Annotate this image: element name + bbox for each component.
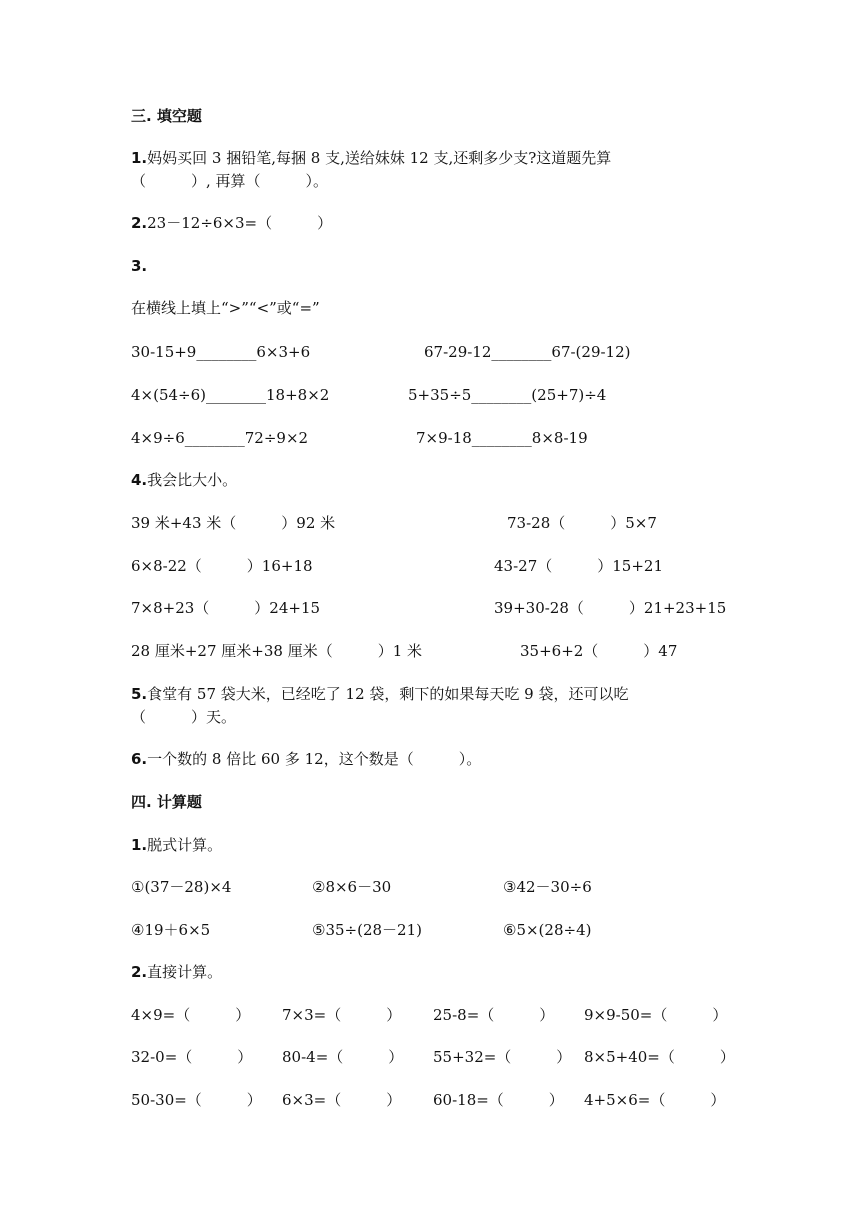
calc-question-1-title bbox=[131, 836, 222, 854]
mental-calc-item: 25-8=（ ） bbox=[433, 1006, 555, 1024]
question-2 bbox=[131, 214, 332, 232]
question-number: 2. bbox=[131, 214, 148, 232]
question-number: 6. bbox=[131, 750, 148, 768]
question-3-instruction: 在横线上填上“>”“<”或“=” bbox=[131, 299, 320, 317]
compare-item: 39 米+43 米（ ）92 米 bbox=[131, 514, 336, 532]
mental-calc-item: 4×9=（ ） bbox=[131, 1006, 251, 1024]
question-3-number: 3. bbox=[131, 257, 148, 275]
mental-calc-item: 9×9-50=（ ） bbox=[584, 1006, 728, 1024]
question-text: 一个数的 8 倍比 60 多 12，这个数是（ ）。 bbox=[147, 750, 482, 768]
calc-item: ①(37－28)×4 bbox=[131, 878, 232, 896]
question-5-line-2: （ ）天。 bbox=[131, 708, 237, 726]
compare-row: 4×(54÷6)________18+8×2 bbox=[131, 386, 330, 404]
question-number: 4. bbox=[131, 471, 148, 489]
mental-calc-item: 4+5×6=（ ） bbox=[584, 1091, 726, 1109]
question-5-line-1 bbox=[131, 685, 628, 703]
calc-item: ⑤35÷(28－21) bbox=[312, 921, 422, 939]
question-text: 我会比大小。 bbox=[147, 471, 238, 489]
calc-item: ③42－30÷6 bbox=[503, 878, 592, 896]
compare-row: 30-15+9________6×3+6 bbox=[131, 343, 311, 361]
compare-row: 7×9-18________8×8-19 bbox=[416, 429, 588, 447]
question-text: 妈妈买回 3 捆铅笔,每捆 8 支,送给妹妹 12 支,还剩多少支?这道题先算 bbox=[147, 149, 612, 167]
mental-calc-item: 7×3=（ ） bbox=[282, 1006, 402, 1024]
compare-row: 67-29-12________67-(29-12) bbox=[424, 343, 631, 361]
mental-calc-item: 6×3=（ ） bbox=[282, 1091, 402, 1109]
compare-item: 28 厘米+27 厘米+38 厘米（ ）1 米 bbox=[131, 642, 423, 660]
calc-question-2-title bbox=[131, 963, 222, 981]
question-text: 食堂有 57 袋大米，已经吃了 12 袋，剩下的如果每天吃 9 袋，还可以吃 bbox=[147, 685, 629, 703]
question-text: 脱式计算。 bbox=[147, 836, 223, 854]
calc-item: ④19＋6×5 bbox=[131, 921, 211, 939]
question-number: 5. bbox=[131, 685, 148, 703]
section-title-fill-blanks: 三. 填空题 bbox=[131, 107, 202, 125]
compare-item: 7×8+23（ ）24+15 bbox=[131, 599, 321, 617]
compare-item: 43-27（ ）15+21 bbox=[494, 557, 663, 575]
question-4-title bbox=[131, 471, 237, 489]
section-title-calculation: 四. 计算题 bbox=[131, 793, 202, 811]
question-1-line-1 bbox=[131, 149, 611, 167]
question-text: 直接计算。 bbox=[147, 963, 223, 981]
question-1-line-2: （ ）, 再算（ ）。 bbox=[131, 172, 329, 190]
compare-item: 35+6+2（ ）47 bbox=[520, 642, 678, 660]
question-number: 2. bbox=[131, 963, 148, 981]
mental-calc-item: 55+32=（ ） bbox=[433, 1048, 572, 1066]
question-number: 1. bbox=[131, 149, 148, 167]
mental-calc-item: 32-0=（ ） bbox=[131, 1048, 253, 1066]
mental-calc-item: 80-4=（ ） bbox=[282, 1048, 404, 1066]
mental-calc-item: 50-30=（ ） bbox=[131, 1091, 262, 1109]
question-6 bbox=[131, 750, 481, 768]
mental-calc-item: 8×5+40=（ ） bbox=[584, 1048, 735, 1066]
calc-item: ⑥5×(28÷4) bbox=[503, 921, 592, 939]
compare-item: 73-28（ ）5×7 bbox=[507, 514, 657, 532]
calc-item: ②8×6－30 bbox=[312, 878, 392, 896]
compare-item: 39+30-28（ ）21+23+15 bbox=[494, 599, 727, 617]
compare-row: 4×9÷6________72÷9×2 bbox=[131, 429, 309, 447]
compare-row: 5+35÷5________(25+7)÷4 bbox=[408, 386, 607, 404]
question-number: 1. bbox=[131, 836, 148, 854]
mental-calc-item: 60-18=（ ） bbox=[433, 1091, 564, 1109]
compare-item: 6×8-22（ ）16+18 bbox=[131, 557, 313, 575]
question-text: 23－12÷6×3=（ ） bbox=[147, 214, 333, 232]
